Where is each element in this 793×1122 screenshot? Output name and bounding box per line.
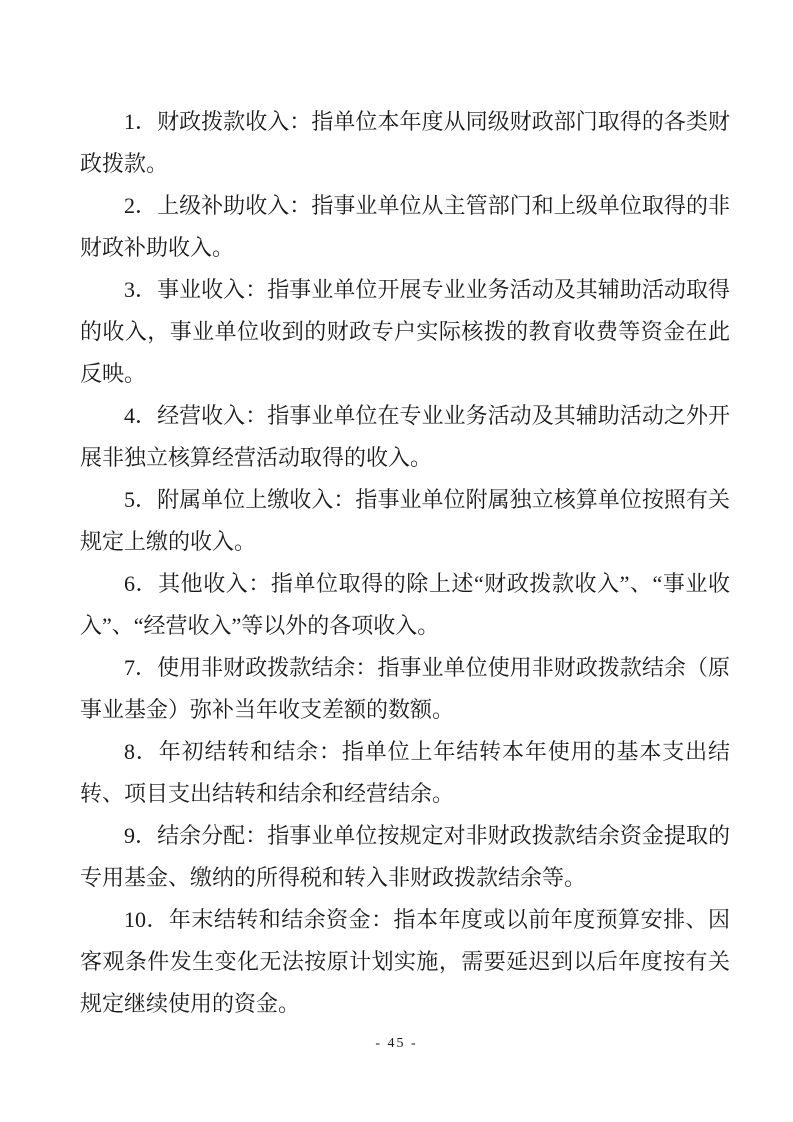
definition-paragraph-7: 7．使用非财政拨款结余：指事业单位使用非财政拨款结余（原事业基金）弥补当年收支差额的数额。 [80, 655, 730, 722]
document-body [80, 101, 730, 1025]
definition-paragraph-4: 4．经营收入：指事业单位在专业业务活动及其辅助活动之外开展非独立核算经营活动取得的收入。 [80, 403, 730, 470]
definition-paragraph-6: 6．其他收入：指单位取得的除上述“财政拨款收入”、“事业收入”、“经营收入”等以外的各项收入。 [80, 571, 730, 638]
page-footer [0, 1034, 793, 1054]
page-number: - 45 - [375, 1036, 418, 1051]
definition-paragraph-5: 5．附属单位上缴收入：指事业单位附属独立核算单位按照有关规定上缴的收入。 [80, 487, 730, 554]
definition-paragraph-3: 3．事业收入：指事业单位开展专业业务活动及其辅助活动取得的收入，事业单位收到的财政专户实际核拨的教育收费等资金在此反映。 [80, 277, 730, 386]
definition-paragraph-8: 8．年初结转和结余：指单位上年结转本年使用的基本支出结转、项目支出结转和结余和经营结余。 [80, 739, 730, 806]
definition-paragraph-9: 9．结余分配：指事业单位按规定对非财政拨款结余资金提取的专用基金、缴纳的所得税和转入非财政拨款结余等。 [80, 823, 730, 890]
definition-paragraph-10: 10．年末结转和结余资金：指本年度或以前年度预算安排、因客观条件发生变化无法按原计划实施，需要延迟到以后年度按有关规定继续使用的资金。 [80, 907, 730, 1016]
definition-paragraph-1: 1．财政拨款收入：指单位本年度从同级财政部门取得的各类财政拨款。 [80, 109, 730, 176]
definition-paragraph-2: 2．上级补助收入：指事业单位从主管部门和上级单位取得的非财政补助收入。 [80, 193, 730, 260]
